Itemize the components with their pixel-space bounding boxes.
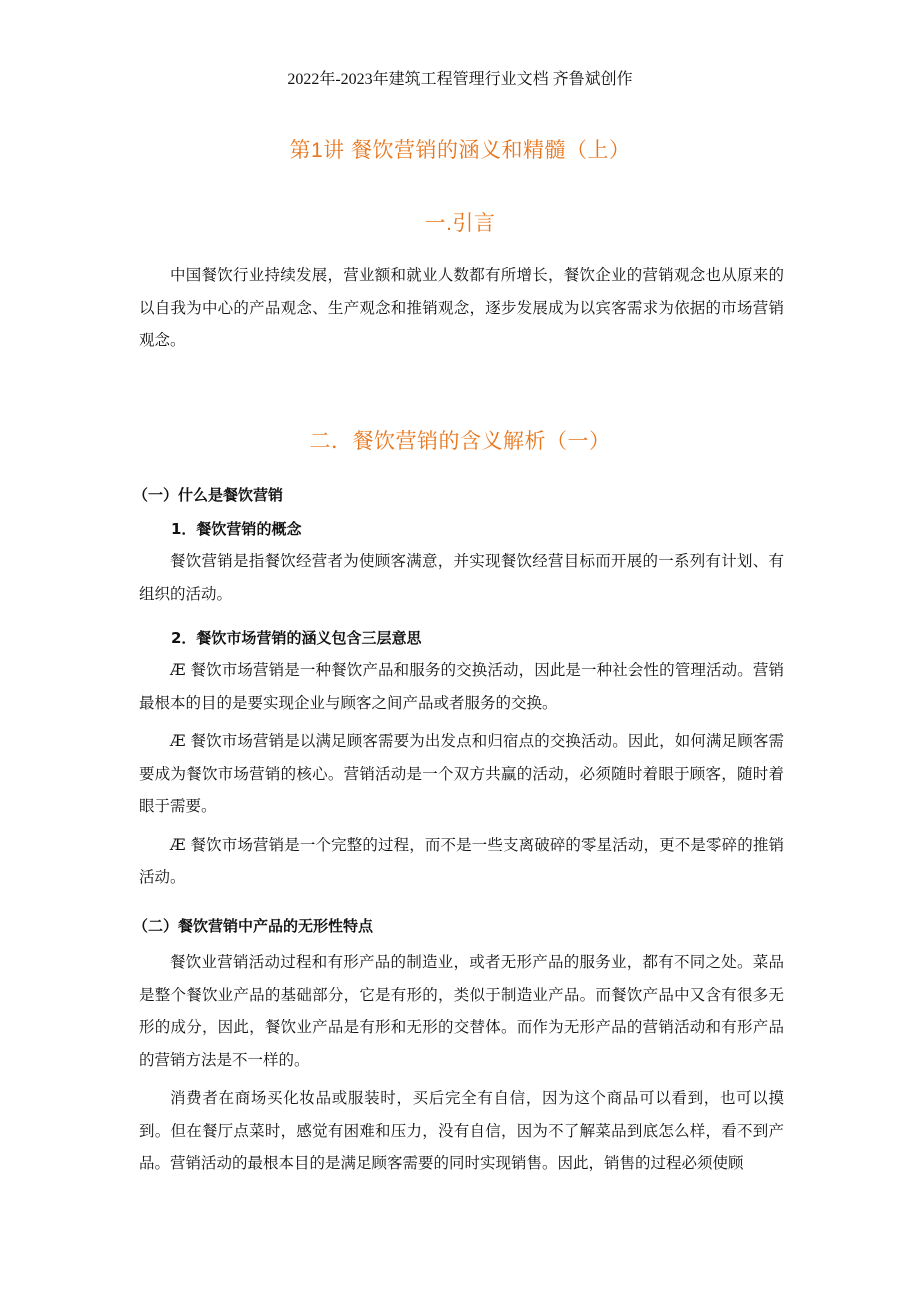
page-header: 2022年-2023年建筑工程管理行业文档 齐鲁斌创作 <box>287 71 633 88</box>
document-title: 第1讲 餐饮营销的涵义和精髓（上） <box>289 139 631 162</box>
three-meanings-body <box>139 654 784 894</box>
intro-body <box>139 259 784 357</box>
intangibility-body <box>139 946 784 1180</box>
bullet-paragraph: Æ 餐饮市场营销是一个完整的过程，而不是一些支离破碎的零星活动，更不是零碎的推销活动。 <box>139 835 784 886</box>
section-heading-intro: 一.引言 <box>424 212 496 235</box>
bullet-paragraph: Æ 餐饮市场营销是一种餐饮产品和服务的交换活动，因此是一种社会性的管理活动。营销最根本的目的是要实现企业与顾客之间产品或者服务的交换。 <box>139 661 784 712</box>
paragraph: 餐饮营销是指餐饮经营者为使顾客满意，并实现餐饮经营目标而开展的一系列有计划、有组织的活动。 <box>139 552 784 603</box>
item-heading-concept: 1．餐饮营销的概念 <box>171 520 302 538</box>
concept-body <box>139 545 784 610</box>
paragraph: 中国餐饮行业持续发展，营业额和就业人数都有所增长，餐饮企业的营销观念也从原来的以自我为中心的产品观念、生产观念和推销观念，逐步发展成为以宾客需求为依据的市场营销观念。 <box>139 266 784 349</box>
item-heading-three-meanings: 2．餐饮市场营销的涵义包含三层意思 <box>171 629 422 647</box>
section-heading-meaning: 二．餐饮营销的含义解析（一） <box>309 430 611 453</box>
bullet-paragraph: Æ 餐饮市场营销是以满足顾客需要为出发点和归宿点的交换活动。因此，如何满足顾客需要成为餐饮市场营销的核心。营销活动是一个双方共赢的活动，必须随时着眼于顾客，随时着眼于需要。 <box>139 732 784 815</box>
paragraph: 餐饮业营销活动过程和有形产品的制造业，或者无形产品的服务业，都有不同之处。菜品是整个餐饮业产品的基础部分，它是有形的，类似于制造业产品。而餐饮产品中又含有很多无形的成分，因此，餐饮业产品是有形和无形的交替体。而作为无形产品的营销活动和有形产品的营销方法是不一样的。 <box>139 953 784 1069</box>
subsection-heading-intangibility: （二）餐饮营销中产品的无形性特点 <box>133 917 374 935</box>
subsection-heading-what-is: （一）什么是餐饮营销 <box>133 486 284 504</box>
paragraph: 消费者在商场买化妆品或服装时，买后完全有自信，因为这个商品可以看到，也可以摸到。但在餐厅点菜时，感觉有困难和压力，没有自信，因为不了解菜品到底怎么样，看不到产品。营销活动的最根本目的是满足顾客需要的同时实现销售。因此，销售的过程必须使顾 <box>139 1089 784 1172</box>
